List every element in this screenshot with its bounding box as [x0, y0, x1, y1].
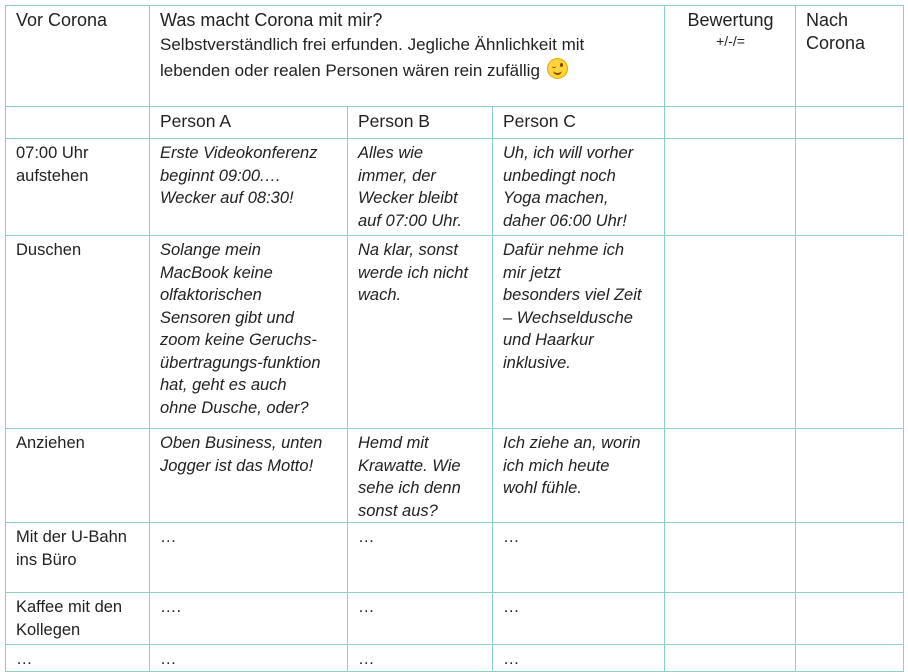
- cell-line: Kollegen: [16, 620, 81, 639]
- subtitle-line-1: Selbstverständlich frei erfunden. Jegliche Ähnlichkeit mit: [160, 35, 585, 54]
- person-a-header: Person A: [150, 107, 348, 139]
- header-nach-corona: [796, 6, 904, 107]
- cell-line: besonders viel Zeit: [503, 286, 642, 304]
- after-empty-cell: [796, 107, 904, 139]
- after-cell: [796, 139, 904, 236]
- cell-line: wohl fühle.: [503, 479, 582, 497]
- cell-line: Mit der U-Bahn: [16, 528, 127, 546]
- cell-line: Dafür nehme ich: [503, 241, 625, 259]
- table-row: [6, 593, 904, 645]
- cell-line: ….: [160, 598, 182, 616]
- cell-line: …: [16, 650, 33, 668]
- person-b-cell: [348, 645, 493, 672]
- winking-face-icon: [547, 58, 568, 79]
- cell-line: sonst aus?: [358, 501, 438, 520]
- after-cell: [796, 429, 904, 523]
- table-row: [6, 645, 904, 672]
- person-a-cell: [150, 523, 348, 593]
- rating-cell: [665, 523, 796, 593]
- after-line-1: Nach: [806, 10, 849, 30]
- header-vor-corona: Vor Corona: [6, 6, 150, 107]
- cell-line: Kaffee mit den: [16, 598, 123, 616]
- cell-line: unbedingt noch: [503, 166, 616, 185]
- cell-line: Sensoren gibt und: [160, 308, 294, 327]
- row-label: [6, 523, 150, 593]
- cell-line: Hemd mit: [358, 434, 429, 452]
- cell-line: Wecker bleibt: [358, 189, 458, 207]
- cell-line: daher 06:00 Uhr!: [503, 211, 627, 230]
- cell-line: Solange mein: [160, 241, 261, 259]
- person-c-cell: [493, 236, 665, 429]
- rating-cell: [665, 139, 796, 236]
- cell-line: …: [503, 598, 520, 616]
- cell-line: Ich ziehe an, worin: [503, 434, 641, 452]
- row-label: [6, 645, 150, 672]
- cell-line: immer, der: [358, 166, 436, 185]
- person-a-cell: [150, 236, 348, 429]
- cell-line: Uh, ich will vorher: [503, 144, 634, 162]
- rating-scale: +/-/=: [716, 33, 745, 49]
- person-c-header: Person C: [493, 107, 665, 139]
- cell-line: Erste Videokonferenz: [160, 144, 318, 162]
- subtitle-line-2: [160, 58, 655, 84]
- row-label: [6, 139, 150, 236]
- cell-line: Krawatte. Wie: [358, 456, 461, 475]
- table-row: [6, 523, 904, 593]
- rating-cell: [665, 593, 796, 645]
- table-row: [6, 139, 904, 236]
- rating-empty-cell: [665, 107, 796, 139]
- cell-line: Alles wie: [358, 144, 424, 162]
- rating-title: Bewertung: [687, 10, 774, 30]
- cell-line: …: [358, 650, 375, 668]
- person-a-cell: [150, 645, 348, 672]
- row-label: [6, 593, 150, 645]
- corona-comparison-table: [5, 5, 904, 672]
- cell-line: …: [160, 650, 177, 668]
- cell-line: …: [358, 598, 375, 616]
- person-c-cell: [493, 523, 665, 593]
- page-title: Was macht Corona mit mir?: [160, 10, 383, 30]
- cell-line: hat, geht es auch: [160, 376, 287, 394]
- rating-cell: [665, 429, 796, 523]
- cell-line: Na klar, sonst: [358, 241, 458, 259]
- cell-line: Wecker auf 08:30!: [160, 189, 294, 207]
- cell-line: MacBook keine: [160, 263, 273, 282]
- subtitle-text: lebenden oder realen Personen wären rein zufällig: [160, 61, 540, 80]
- after-line-2: Corona: [806, 33, 866, 53]
- cell-line: …: [160, 528, 177, 546]
- cell-line: auf 07:00 Uhr.: [358, 211, 462, 230]
- rating-cell: [665, 645, 796, 672]
- header-bewertung: [665, 6, 796, 107]
- cell-line: aufstehen: [16, 166, 89, 185]
- after-cell: [796, 236, 904, 429]
- header-title-cell: [150, 6, 665, 107]
- table-row: [6, 429, 904, 523]
- cell-line: …: [358, 528, 375, 546]
- cell-line: übertragungs-funktion: [160, 353, 321, 372]
- row-label: [6, 236, 150, 429]
- header-row: [6, 6, 904, 107]
- after-cell: [796, 593, 904, 645]
- person-a-cell: [150, 139, 348, 236]
- cell-line: Oben Business, unten: [160, 434, 323, 452]
- person-a-cell: [150, 593, 348, 645]
- cell-line: inklusive.: [503, 353, 571, 372]
- cell-line: sehe ich denn: [358, 479, 461, 497]
- cell-line: und Haarkur: [503, 331, 594, 349]
- cell-line: mir jetzt: [503, 263, 561, 282]
- cell-line: wach.: [358, 286, 402, 304]
- after-cell: [796, 645, 904, 672]
- row-label: [6, 429, 150, 523]
- person-b-cell: [348, 593, 493, 645]
- person-c-cell: [493, 593, 665, 645]
- person-b-cell: [348, 429, 493, 523]
- after-cell: [796, 523, 904, 593]
- person-c-cell: [493, 429, 665, 523]
- persons-row: [6, 107, 904, 139]
- person-b-cell: [348, 523, 493, 593]
- cell-line: ich mich heute: [503, 456, 610, 475]
- persons-empty-cell: [6, 107, 150, 139]
- cell-line: werde ich nicht: [358, 263, 469, 282]
- person-c-cell: [493, 645, 665, 672]
- person-b-header: Person B: [348, 107, 493, 139]
- cell-line: ohne Dusche, oder?: [160, 398, 309, 417]
- cell-line: Jogger ist das Motto!: [160, 456, 314, 475]
- person-b-cell: [348, 139, 493, 236]
- rating-cell: [665, 236, 796, 429]
- person-a-cell: [150, 429, 348, 523]
- person-c-cell: [493, 139, 665, 236]
- cell-line: Duschen: [16, 241, 82, 259]
- table-row: [6, 236, 904, 429]
- cell-line: …: [503, 528, 520, 546]
- cell-line: …: [503, 650, 520, 668]
- cell-line: ins Büro: [16, 550, 77, 569]
- cell-line: beginnt 09:00.…: [160, 166, 282, 185]
- cell-line: Anziehen: [16, 434, 85, 452]
- person-b-cell: [348, 236, 493, 429]
- cell-line: 07:00 Uhr: [16, 144, 89, 162]
- cell-line: olfaktorischen: [160, 286, 262, 304]
- cell-line: Yoga machen,: [503, 189, 609, 207]
- cell-line: zoom keine Geruchs-: [160, 331, 317, 349]
- cell-line: – Wechseldusche: [503, 308, 633, 327]
